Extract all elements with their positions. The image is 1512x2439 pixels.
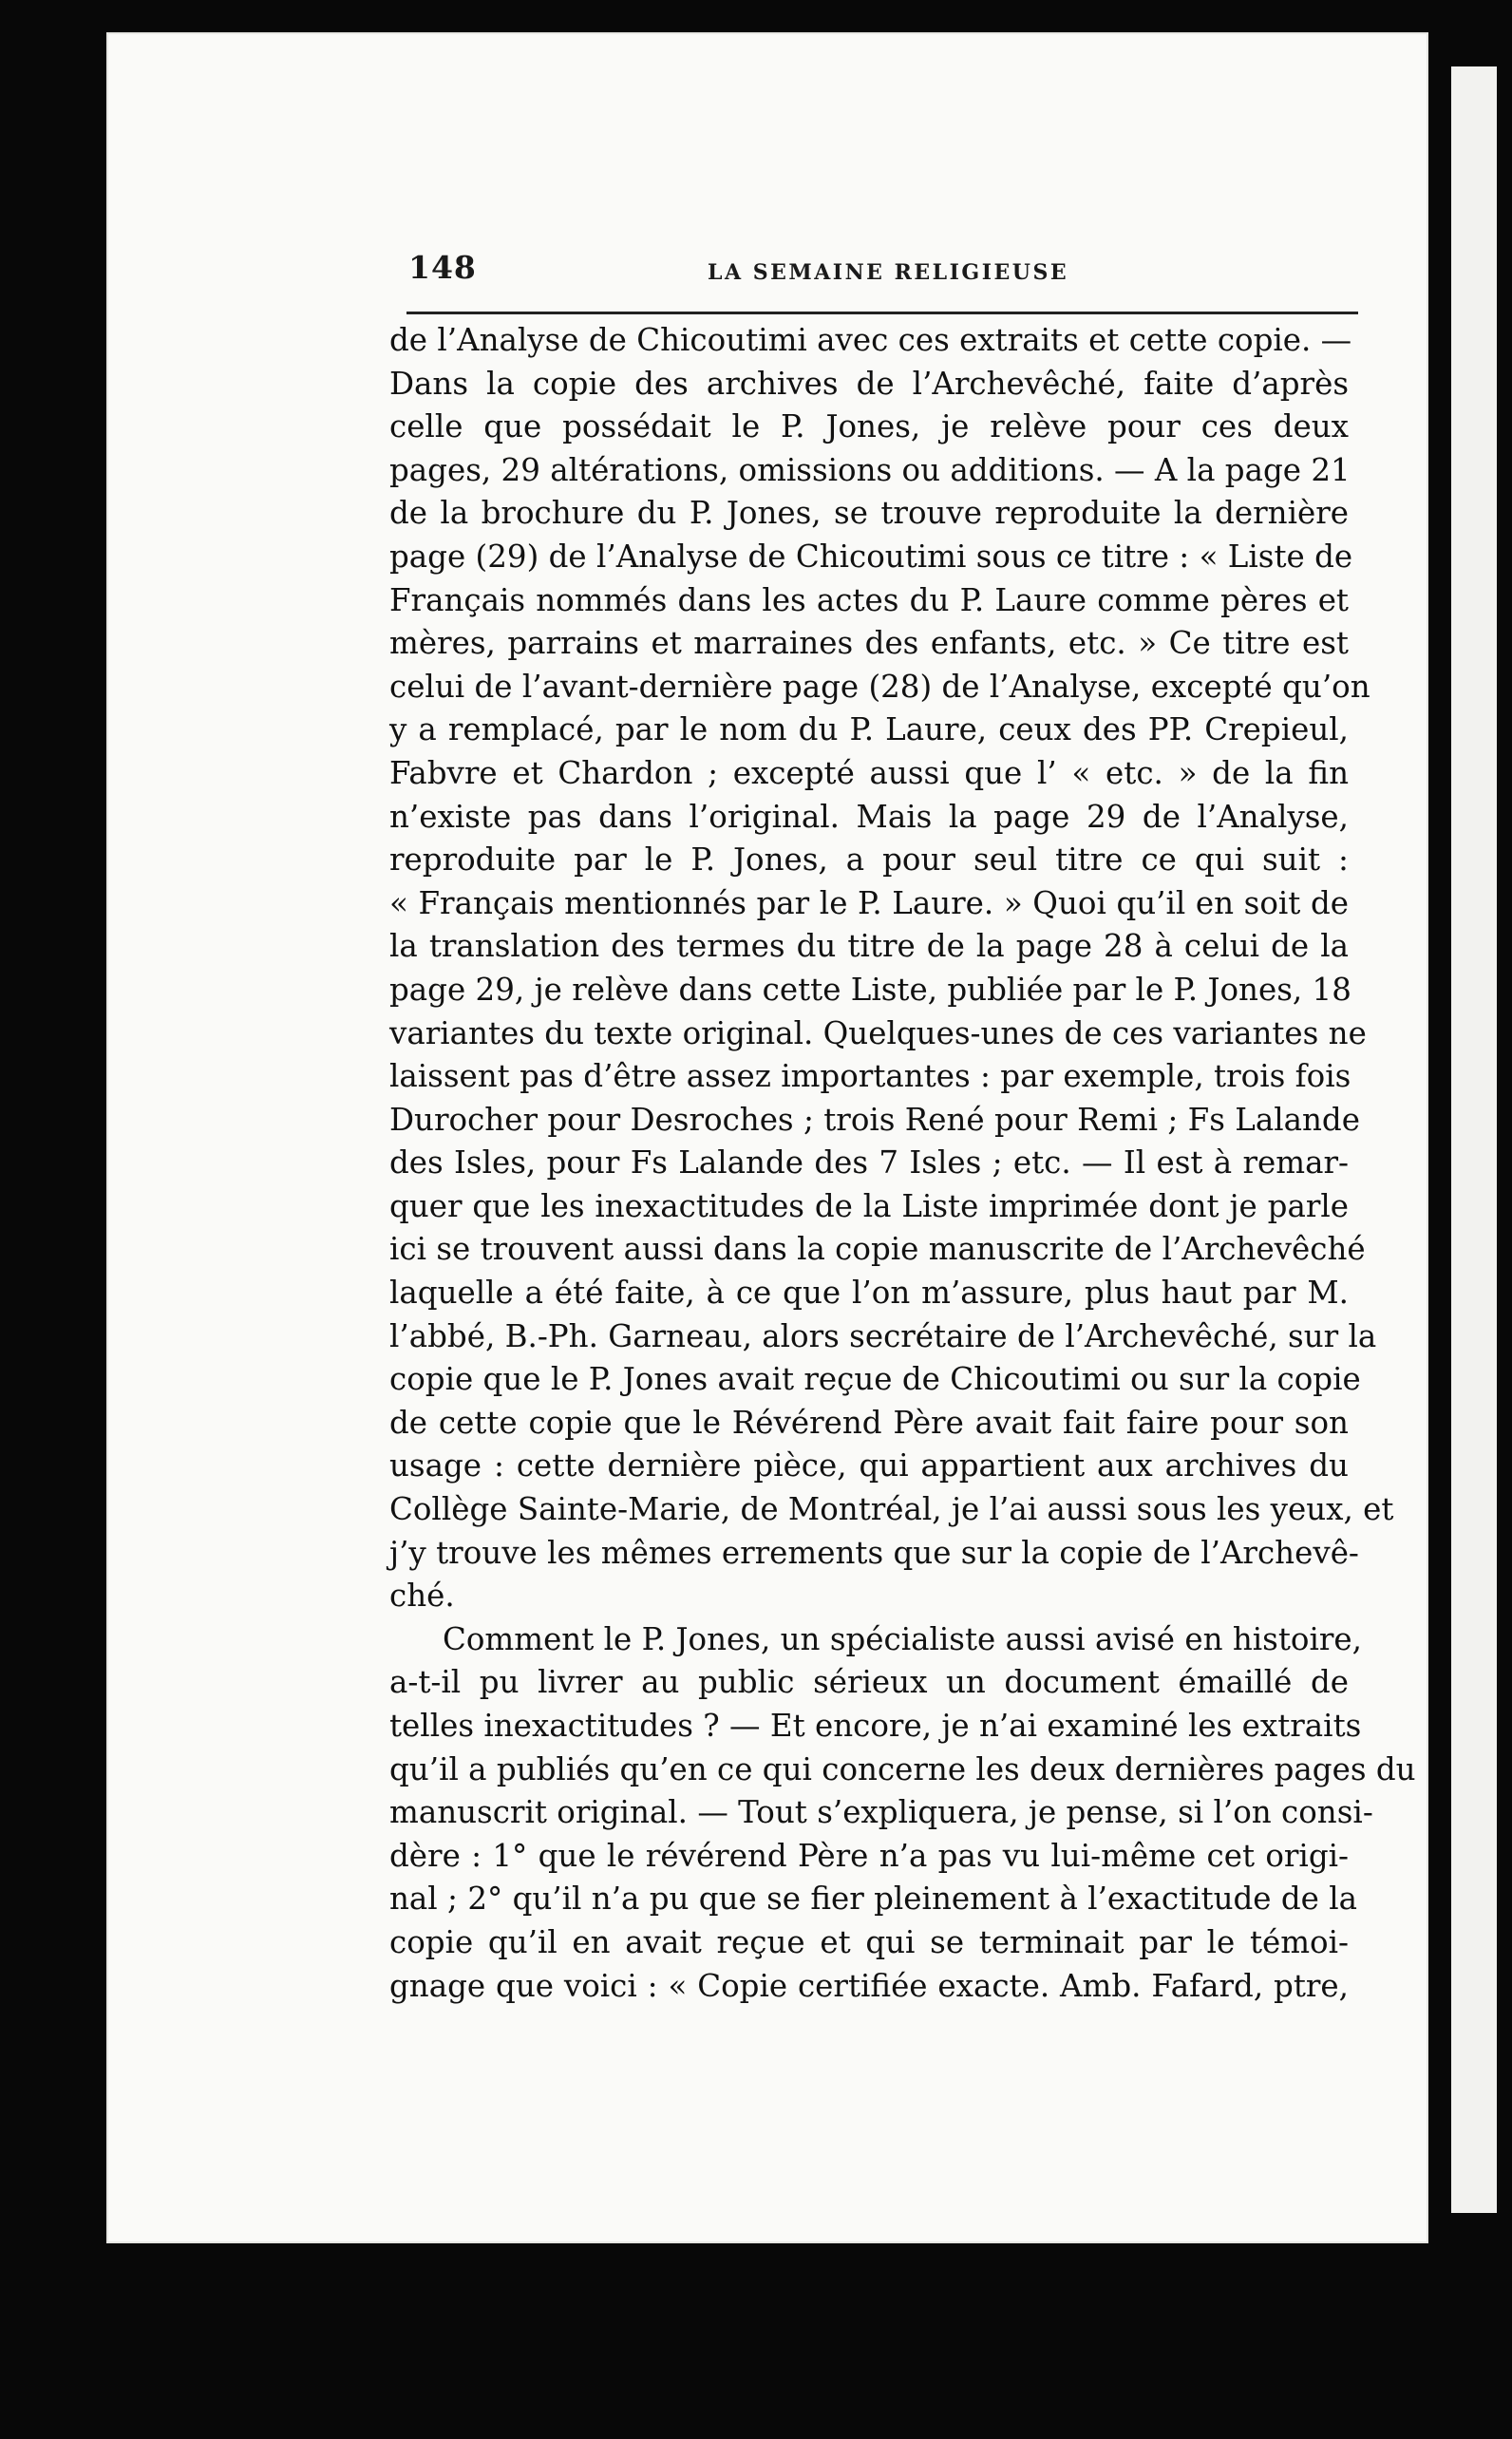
text-line: quer que les inexactitudes de la Liste imprimée dont je parle: [389, 1187, 1349, 1224]
text-line: Comment le P. Jones, un spécialiste aussi avisé en histoire,: [443, 1620, 1362, 1657]
text-line: j’y trouve les mêmes errements que sur la copie de l’Archevê-: [389, 1534, 1359, 1571]
text-line: de l’Analyse de Chicoutimi avec ces extraits et cette copie. —: [389, 322, 1352, 358]
header-rule: [406, 312, 1358, 314]
text-line: n’existe pas dans l’original. Mais la page 29 de l’Analyse,: [389, 798, 1349, 835]
text-line: de la brochure du P. Jones, se trouve reproduite la dernière: [389, 495, 1349, 532]
text-line: y a remplacé, par le nom du P. Laure, ceux des PP. Crepieul,: [389, 711, 1349, 748]
text-line: manuscrit original. — Tout s’expliquera, je pense, si l’on consi-: [389, 1794, 1373, 1831]
text-line: des Isles, pour Fs Lalande des 7 Isles ; etc. — Il est à remar-: [389, 1144, 1349, 1182]
text-line: celui de l’avant-dernière page (28) de l’Analyse, excepté qu’on: [389, 668, 1370, 705]
paragraph-1: [389, 319, 1394, 1618]
text-line: page (29) de l’Analyse de Chicoutimi sous ce titre : « Liste de: [389, 538, 1353, 575]
text-line: Français nommés dans les actes du P. Laure comme pères et: [389, 581, 1349, 618]
text-line: laquelle a été faite, à ce que l’on m’assure, plus haut par M.: [389, 1275, 1349, 1312]
text-line: telles inexactitudes ? — Et encore, je n’ai examiné les extraits: [389, 1708, 1362, 1744]
text-line: a-t-il pu livrer au public sérieux un document émaillé de: [389, 1664, 1349, 1701]
text-line: usage : cette dernière pièce, qui appartient aux archives du: [389, 1447, 1349, 1484]
text-line: reproduite par le P. Jones, a pour seul titre ce qui suit :: [389, 841, 1349, 879]
text-line: Durocher pour Desroches ; trois René pour Remi ; Fs Lalande: [389, 1101, 1360, 1138]
page-header: [408, 249, 1358, 294]
text-line: pages, 29 altérations, omissions ou additions. — A la page 21: [389, 451, 1351, 488]
running-title: LA SEMAINE RELIGIEUSE: [708, 260, 1069, 285]
text-line: copie qu’il en avait reçue et qui se terminait par le témoi-: [389, 1923, 1349, 1960]
text-line: gnage que voici : « Copie certifiée exacte. Amb. Fafard, ptre,: [389, 1967, 1349, 2004]
text-line: la translation des termes du titre de la page 28 à celui de la: [389, 928, 1349, 965]
text-line: variantes du texte original. Quelques-unes de ces variantes ne: [389, 1014, 1367, 1051]
text-line: « Français mentionnés par le P. Laure. » Quoi qu’il en soit de: [389, 884, 1349, 921]
text-line: Collège Sainte-Marie, de Montréal, je l’ai aussi sous les yeux, et: [389, 1491, 1394, 1528]
page-number: 148: [408, 249, 477, 286]
paragraph-2: [389, 1618, 1416, 2008]
text-line: l’abbé, B.-Ph. Garneau, alors secrétaire de l’Archevêché, sur la: [389, 1317, 1377, 1354]
text-line: page 29, je relève dans cette Liste, publiée par le P. Jones, 18: [389, 971, 1351, 1008]
text-line: ici se trouvent aussi dans la copie manuscrite de l’Archevêché: [389, 1231, 1366, 1268]
text-line: Fabvre et Chardon ; excepté aussi que l’ « etc. » de la fin: [389, 754, 1349, 791]
text-line: laissent pas d’être assez importantes : par exemple, trois fois: [389, 1058, 1351, 1095]
body-text: [389, 319, 1416, 2008]
text-line: de cette copie que le Révérend Père avait fait faire pour son: [389, 1404, 1349, 1441]
text-line: mères, parrains et marraines des enfants, etc. » Ce titre est: [389, 625, 1349, 662]
adjacent-page-edge: [1451, 66, 1497, 2213]
text-line: nal ; 2° qu’il n’a pu que se fier pleinement à l’exactitude de la: [389, 1881, 1358, 1918]
text-line: Dans la copie des archives de l’Archevêché, faite d’après: [389, 365, 1349, 402]
text-line: qu’il a publiés qu’en ce qui concerne les deux dernières pages du: [389, 1750, 1416, 1787]
text-line: celle que possédait le P. Jones, je relève pour ces deux: [389, 408, 1349, 445]
text-line: dère : 1° que le révérend Père n’a pas vu lui-même cet origi-: [389, 1837, 1349, 1874]
text-line: copie que le P. Jones avait reçue de Chicoutimi ou sur la copie: [389, 1361, 1361, 1398]
text-line: ché.: [389, 1578, 455, 1615]
